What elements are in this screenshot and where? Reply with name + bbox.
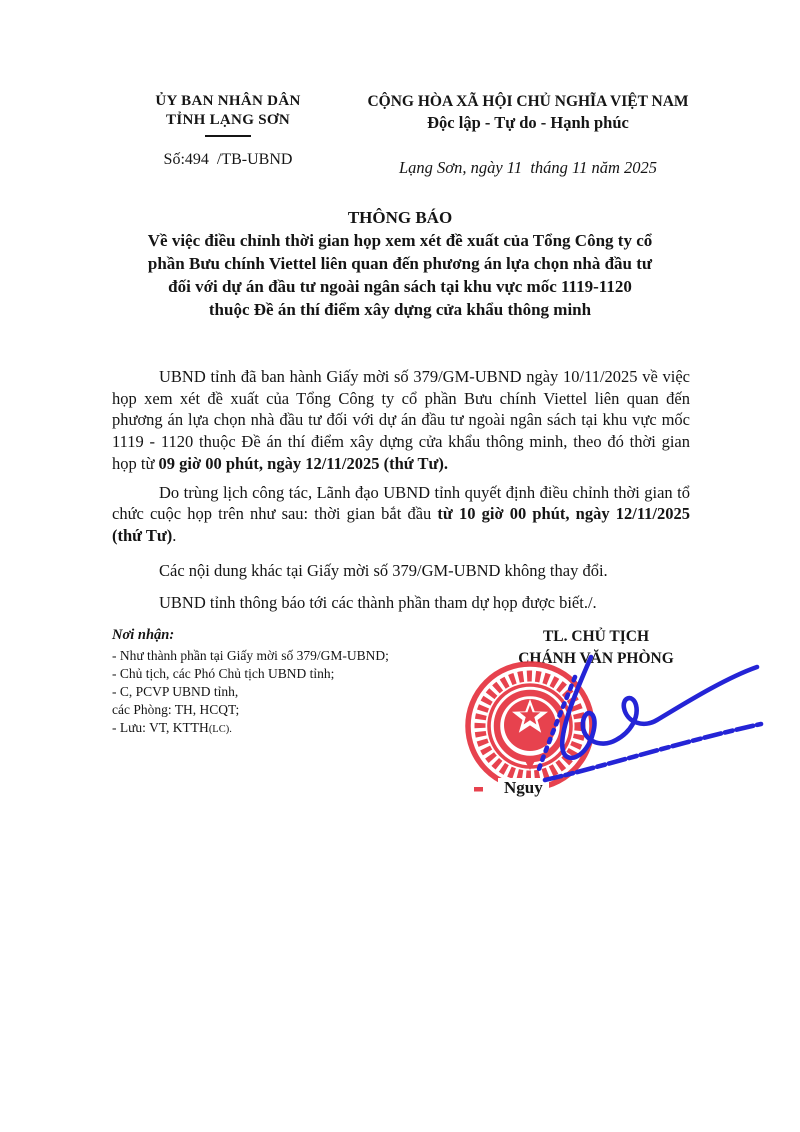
recipients-label: Nơi nhận: (112, 627, 175, 643)
paragraph-1-bold: 09 giờ 00 phút, ngày 12/11/2025 (thứ Tư). (158, 453, 449, 473)
document-title-block (112, 206, 688, 321)
issuing-authority-line2: TỈNH LẠNG SƠN (166, 112, 290, 128)
issuing-authority-line1: ỦY BAN NHÂN DÂN (155, 93, 301, 109)
paragraph-2 (112, 482, 690, 547)
document-number: Số:494 /TB-UBND (163, 151, 293, 168)
recipients-block (112, 627, 442, 739)
recipient-line-archive (112, 719, 442, 739)
document-body (112, 366, 690, 614)
national-header-line1: CỘNG HÒA XÃ HỘI CHỦ NGHĨA VIỆT NAM (367, 93, 689, 110)
signer-name: Nguy (498, 778, 549, 798)
recipient-line: - C, PCVP UBND tỉnh, (112, 684, 239, 699)
issuing-authority-block (116, 92, 340, 169)
paragraph-2-text: Do trùng lịch công tác, Lãnh đạo UBND tỉnh quyết định điều chỉnh thời gian tổ chức cuộc họp trên như sau: thời gian bắt đầu (112, 482, 690, 524)
recipient-line: - Chủ tịch, các Phó Chủ tịch UBND tỉnh; (112, 666, 335, 681)
title-line: Về việc điều chỉnh thời gian họp xem xét đề xuất của Tổng Công ty cổ (147, 231, 653, 250)
paragraph-3: Các nội dung khác tại Giấy mời số 379/GM-UBND không thay đổi. (159, 560, 608, 580)
place-dateline: Lạng Sơn, ngày 11 tháng 11 năm 2025 (399, 158, 657, 177)
archive-text: - Lưu: VT, KTTH (112, 720, 209, 735)
national-motto-block (356, 92, 700, 178)
title-line: phần Bưu chính Viettel liên quan đến phương án lựa chọn nhà đầu tư (147, 254, 653, 273)
title-line: thuộc Đề án thí điểm xây dựng cửa khẩu thông minh (208, 300, 592, 319)
paragraph-1-text: UBND tỉnh đã ban hành Giấy mời số 379/GM-UBND ngày 10/11/2025 về việc họp xem xét đề xuất của Tổng Công ty cổ phần Bưu chính Viettel liên quan đến phương án lựa chọn nhà đầu tư đối với dự án đầu tư ngoài ngân sách tại khu vực mốc 1119 - 1120 thuộc Đề án thí điểm xây dựng cửa khẩu thông minh, theo đó thời gian họp từ (112, 367, 690, 473)
paragraph-4: UBND tỉnh thông báo tới các thành phần tham dự họp được biết./. (159, 593, 597, 613)
recipient-line: - Như thành phần tại Giấy mời số 379/GM-UBND; (112, 648, 389, 663)
blue-ink-signature-icon (503, 637, 771, 799)
paragraph-1 (112, 366, 690, 475)
archive-subscript: (LC). (208, 724, 232, 735)
recipient-line: các Phòng: TH, HCQT; (112, 702, 240, 717)
header-left-underline (205, 135, 251, 137)
signer-title-2: CHÁNH VĂN PHÒNG (518, 650, 674, 667)
paragraph-2-bold: từ 10 giờ 00 phút, ngày 12/11/2025 (thứ Tư) (112, 504, 691, 545)
document-type-heading: THÔNG BÁO (347, 208, 453, 227)
national-header-line2: Độc lập - Tự do - Hạnh phúc (427, 113, 629, 132)
signer-title-1: TL. CHỦ TỊCH (542, 628, 650, 645)
paragraph-2-tail: . (172, 525, 177, 545)
title-line: đối với dự án đầu tư ngoài ngân sách tại khu vực mốc 1119-1120 (168, 277, 632, 296)
